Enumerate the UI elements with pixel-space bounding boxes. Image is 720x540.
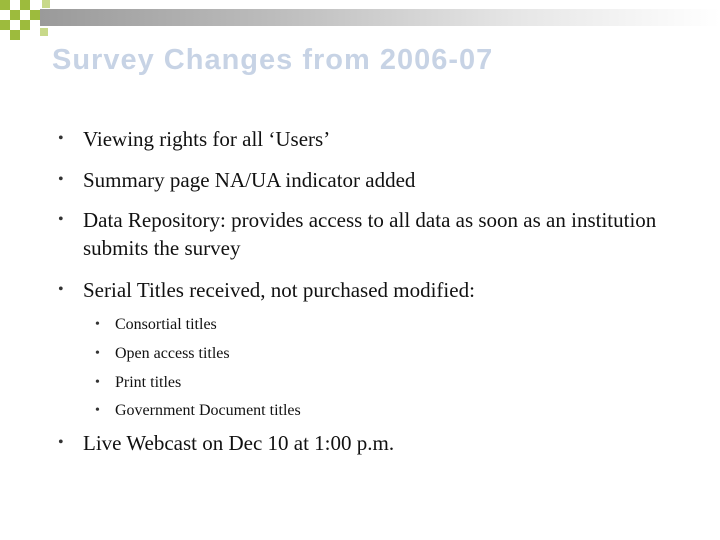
sub-bullet-icon: • (95, 375, 100, 390)
sub-bullet-item (95, 373, 182, 393)
bullet-icon: • (58, 434, 64, 451)
sub-bullet-text: Open access titles (115, 345, 230, 362)
bullet-icon: • (58, 281, 64, 298)
decorative-gradient-bar (40, 9, 720, 26)
sub-bullet-icon: • (95, 317, 100, 332)
bullet-item (58, 125, 331, 153)
bullet-text: Serial Titles received, not purchased modified: (83, 278, 475, 302)
bullet-item (58, 166, 416, 194)
sub-bullet-item (95, 401, 301, 421)
bullet-text: Live Webcast on Dec 10 at 1:00 p.m. (83, 431, 395, 455)
bullet-text: Viewing rights for all ‘Users’ (83, 127, 331, 151)
bullet-icon: • (58, 171, 64, 188)
sub-bullet-text: Consortial titles (115, 316, 217, 333)
bullet-icon: • (58, 130, 64, 147)
slide-title: Survey Changes from 2006-07 (52, 44, 494, 76)
bullet-item (58, 206, 663, 262)
bullet-icon: • (58, 211, 64, 228)
sub-bullet-text: Print titles (115, 374, 182, 391)
bullet-text: Summary page NA/UA indicator added (83, 168, 416, 192)
sub-bullet-item (95, 315, 217, 335)
sub-bullet-item (95, 344, 230, 364)
bullet-item (58, 276, 475, 304)
sub-bullet-text: Government Document titles (115, 402, 301, 419)
bullet-text: Data Repository: provides access to all data as soon as an institution submits the survey (83, 208, 657, 260)
sub-bullet-icon: • (95, 346, 100, 361)
sub-bullet-icon: • (95, 403, 100, 418)
bullet-item (58, 429, 395, 457)
